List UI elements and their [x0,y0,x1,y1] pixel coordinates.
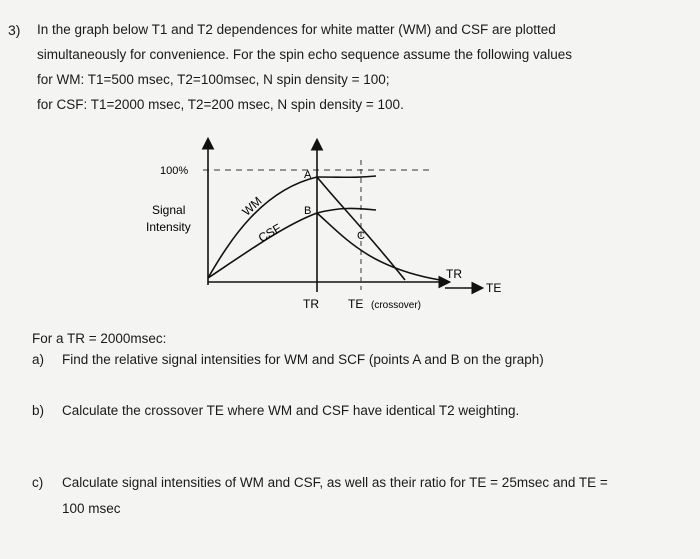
tick-tr-label: TR [303,297,319,311]
question-c-text-1: Calculate signal intensities of WM and CSF, as well as their ratio for TE = 25msec and TE = [62,475,608,490]
wm-t1-curve [208,177,317,278]
point-c-label: C [357,230,365,242]
wm-t2-curve [317,176,376,177]
point-b-label: B [304,205,312,217]
question-b-label: b) [32,403,45,418]
tick-te-label: TE [348,297,364,311]
te-arrow-label: TE [486,281,502,295]
problem-number: 3) [8,22,21,38]
wm-t2-decay [317,177,405,280]
question-a-text: Find the relative signal intensities for WM and SCF (points A and B on the graph) [62,352,544,367]
intro-line-4: for CSF: T1=2000 msec, T2=200 msec, N spin density = 100. [37,97,404,112]
intro-line-2: simultaneously for convenience. For the spin echo sequence assume the following values [37,47,573,62]
given-tr: For a TR = 2000msec: [32,331,167,346]
question-c-text-2: 100 msec [62,501,121,516]
point-a-label: A [304,169,312,181]
csf-curve-label: CSF [255,220,284,246]
question-a-label: a) [32,352,45,367]
tick-te-note: (crossover) [371,300,422,311]
wm-curve-label: WM [239,193,265,219]
csf-t1-curve [208,213,317,278]
y-tick-100: 100% [160,165,189,177]
csf-t2-decay [317,213,440,280]
tr-arrow-label: TR [446,267,462,281]
ylabel-intensity: Intensity [146,220,191,234]
intro-line-1: In the graph below T1 and T2 dependences for white matter (WM) and CSF are plotted [37,22,556,37]
ylabel-signal: Signal [152,203,186,217]
question-c-label: c) [32,475,44,490]
intro-line-3: for WM: T1=500 msec, T2=100msec, N spin density = 100; [37,72,390,87]
question-b-text: Calculate the crossover TE where WM and CSF have identical T2 weighting. [62,403,520,418]
